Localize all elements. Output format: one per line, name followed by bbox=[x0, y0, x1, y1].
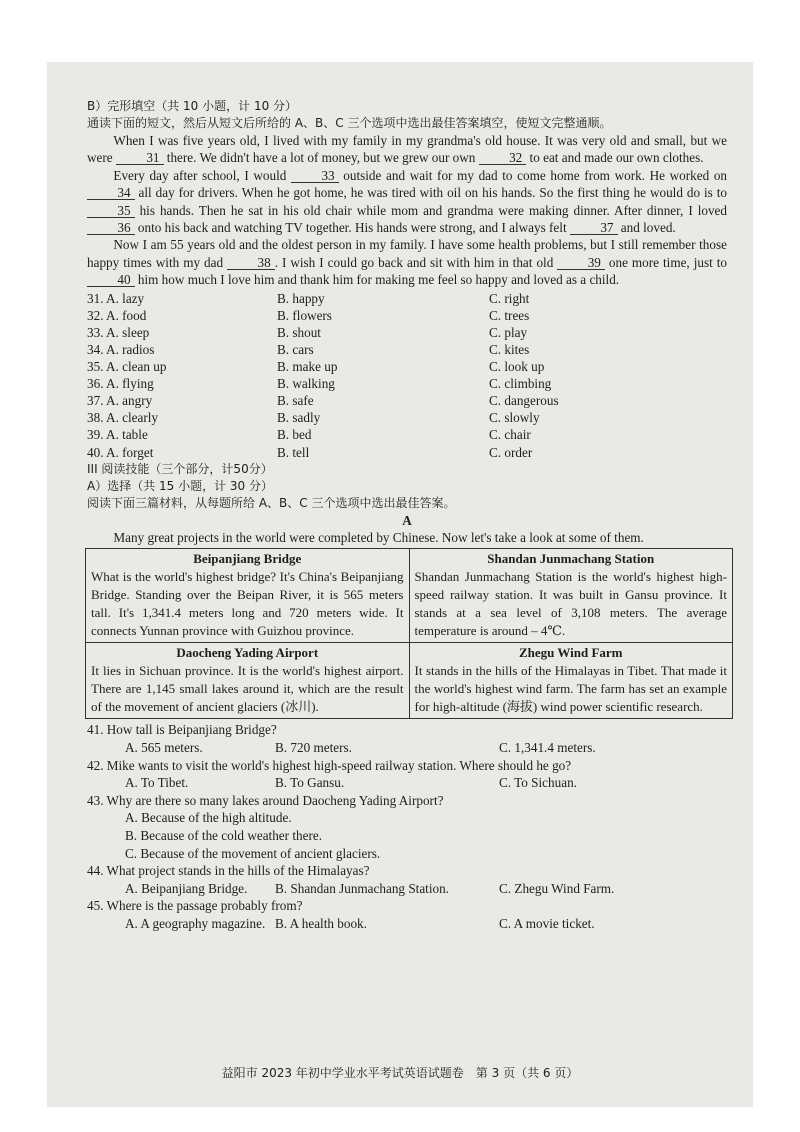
blank-38: 38 bbox=[227, 256, 275, 270]
option-b: B. cars bbox=[277, 341, 314, 357]
option-a: A. A geography magazine. bbox=[125, 915, 266, 931]
option-c: C. dangerous bbox=[489, 393, 559, 409]
cloze-text: one more time, just to bbox=[608, 254, 728, 270]
option-b: B. sadly bbox=[277, 410, 321, 426]
passage-letter: A bbox=[402, 512, 412, 528]
option-c: C. trees bbox=[489, 307, 530, 323]
question-41: 41. How tall is Beipanjiang Bridge? bbox=[87, 722, 277, 738]
exam-page bbox=[47, 62, 753, 1107]
passage-intro: Many great projects in the world were completed by Chinese. Now let's take a look at some of them. bbox=[113, 530, 644, 545]
cloze-text: Every day after school, I would bbox=[113, 167, 287, 183]
option-c: C. Zhegu Wind Farm. bbox=[499, 880, 615, 896]
option-c: C. kites bbox=[489, 341, 530, 357]
question-45: 45. Where is the passage probably from? bbox=[87, 898, 303, 914]
project-title: Daocheng Yading Airport bbox=[176, 645, 319, 661]
question-44: 44. What project stands in the hills of the Himalayas? bbox=[87, 863, 370, 879]
blank-39: 39 bbox=[557, 256, 605, 270]
cloze-text: his hands. Then he sat in his old chair while mom and grandma were making dinner. After dinner, I loved bbox=[139, 202, 728, 218]
section-3-title: III 阅读技能（三个部分，计50分） bbox=[87, 461, 273, 476]
option-c: C. look up bbox=[489, 359, 545, 375]
blank-34: 34 bbox=[87, 186, 135, 200]
option-a: 40. A. forget bbox=[87, 444, 154, 460]
project-cell bbox=[409, 549, 733, 643]
section-b-title: B）完形填空（共 10 小题，计 10 分） bbox=[87, 99, 298, 113]
blank-33: 33 bbox=[291, 169, 339, 183]
page-footer: 益阳市 2023 年初中学业水平考试英语试题卷 第 3 页（共 6 页） bbox=[221, 1066, 579, 1080]
projects-table bbox=[85, 548, 733, 719]
option-c: C. chair bbox=[489, 427, 531, 443]
cloze-text: outside and wait for my dad to come home from work. He worked on bbox=[343, 167, 728, 183]
project-cell bbox=[409, 643, 733, 719]
cloze-text: and loved. bbox=[620, 220, 676, 236]
cloze-text: there. We didn't have a lot of money, but we grew our own bbox=[166, 150, 476, 166]
option-a: A. To Tibet. bbox=[125, 775, 189, 791]
option-b: B. Because of the cold weather there. bbox=[125, 827, 322, 843]
cloze-text: all day for drivers. When he got home, he was tired with oil on his hands. So the first thing he would do is to bbox=[138, 185, 728, 201]
option-b: B. flowers bbox=[277, 307, 332, 323]
option-a: 38. A. clearly bbox=[87, 410, 159, 426]
option-b: B. To Gansu. bbox=[275, 775, 345, 791]
option-a: 37. A. angry bbox=[87, 393, 153, 409]
option-a: 35. A. clean up bbox=[87, 359, 167, 375]
blank-31: 31 bbox=[116, 151, 164, 165]
option-a: A. Because of the high altitude. bbox=[125, 810, 292, 826]
option-a: 39. A. table bbox=[87, 427, 148, 443]
blank-32: 32 bbox=[479, 151, 527, 165]
project-title: Beipanjiang Bridge bbox=[193, 551, 302, 567]
project-cell bbox=[86, 549, 410, 643]
project-title: Zhegu Wind Farm bbox=[518, 645, 623, 661]
blank-37: 37 bbox=[570, 221, 618, 235]
project-title: Shandan Junmachang Station bbox=[487, 551, 655, 567]
question-45-options bbox=[87, 915, 727, 933]
cloze-text: When I was five years old, I lived with my family in my grandma's old house. It was very old and small, but we were bbox=[87, 133, 727, 166]
project-body: Shandan Junmachang Station is the world's highest high-speed railway station. It was built in Gansu province. It stands at a sea level of 3,108 meters. The average temperature is around – 4℃. bbox=[414, 569, 727, 639]
cloze-options bbox=[87, 290, 727, 461]
option-a: 31. A. lazy bbox=[87, 290, 145, 306]
option-b: B. A health book. bbox=[275, 915, 367, 931]
cloze-paragraph-2 bbox=[87, 167, 727, 237]
option-b: B. Shandan Junmachang Station. bbox=[275, 880, 449, 896]
option-b: B. walking bbox=[277, 376, 335, 392]
cloze-text: onto his back and watching TV together. His hands were strong, and I always felt bbox=[137, 220, 567, 236]
blank-35: 35 bbox=[87, 204, 135, 218]
option-b: B. tell bbox=[277, 444, 310, 460]
cloze-paragraph-3 bbox=[87, 236, 727, 288]
option-c: C. play bbox=[489, 324, 528, 340]
option-c: C. A movie ticket. bbox=[499, 915, 595, 931]
section-3a-title: A）选择（共 15 小题，计 30 分） bbox=[87, 478, 274, 493]
blank-36: 36 bbox=[87, 221, 135, 235]
question-41-options bbox=[87, 739, 727, 757]
option-a: 32. A. food bbox=[87, 307, 147, 323]
option-b: B. happy bbox=[277, 290, 325, 306]
project-body: What is the world's highest bridge? It's China's Beipanjiang Bridge. Standing over the Beipan River, it is 565 meters tall. It's 1,341.4 meters long and 720 meters wide. It connects Yunnan province with Guizhou province. bbox=[91, 569, 404, 639]
project-body: It lies in Sichuan province. It is the world's highest airport. There are 1,145 small lakes around it, which are the result of the movement of ancient glaciers (冰川). bbox=[91, 663, 404, 715]
option-c: C. 1,341.4 meters. bbox=[499, 740, 596, 755]
option-c: C. climbing bbox=[489, 376, 552, 392]
option-c: C. slowly bbox=[489, 410, 540, 426]
cloze-text: Now I am 55 years old and the oldest person in my family. I have some health problems, but I still remember those happy times with my dad bbox=[87, 237, 727, 270]
option-a: 36. A. flying bbox=[87, 376, 154, 392]
cloze-text: him how much I love him and thank him for making me feel so happy and loved as a child. bbox=[137, 272, 620, 288]
question-42-options bbox=[87, 774, 727, 792]
project-body: It stands in the hills of the Himalayas in Tibet. That made it the world's highest wind farm. The farm has set an example for high-altitude (海拔) wind power scientific research. bbox=[414, 663, 727, 715]
option-a: A. Beipanjiang Bridge. bbox=[125, 880, 248, 896]
cloze-text: to eat and made our own clothes. bbox=[529, 150, 704, 166]
option-b: B. make up bbox=[277, 359, 338, 375]
option-a: A. 565 meters. bbox=[125, 740, 203, 755]
cloze-text: . I wish I could go back and sit with him in that old bbox=[274, 254, 554, 270]
option-b: B. safe bbox=[277, 393, 314, 409]
option-a: 33. A. sleep bbox=[87, 324, 150, 340]
option-b: B. bed bbox=[277, 427, 312, 443]
option-c: C. To Sichuan. bbox=[499, 775, 577, 791]
option-c: C. Because of the movement of ancient glaciers. bbox=[125, 845, 381, 861]
project-cell bbox=[86, 643, 410, 719]
cloze-paragraph-1 bbox=[87, 132, 727, 167]
option-c: C. right bbox=[489, 290, 530, 306]
option-c: C. order bbox=[489, 444, 533, 460]
option-a: 34. A. radios bbox=[87, 341, 155, 357]
question-44-options bbox=[87, 880, 727, 898]
blank-40: 40 bbox=[87, 273, 135, 287]
option-b: B. shout bbox=[277, 324, 321, 340]
section-3a-instruction: 阅读下面三篇材料，从每题所给 A、B、C 三个选项中选出最佳答案。 bbox=[87, 495, 456, 510]
question-43: 43. Why are there so many lakes around Daocheng Yading Airport? bbox=[87, 792, 444, 808]
section-b-instruction: 通读下面的短文，然后从短文后所给的 A、B、C 三个选项中选出最佳答案填空，使短文完整通顺。 bbox=[87, 116, 612, 130]
page-content bbox=[87, 98, 727, 933]
question-42: 42. Mike wants to visit the world's highest high-speed railway station. Where should he go? bbox=[87, 757, 572, 773]
option-b: B. 720 meters. bbox=[275, 740, 352, 755]
